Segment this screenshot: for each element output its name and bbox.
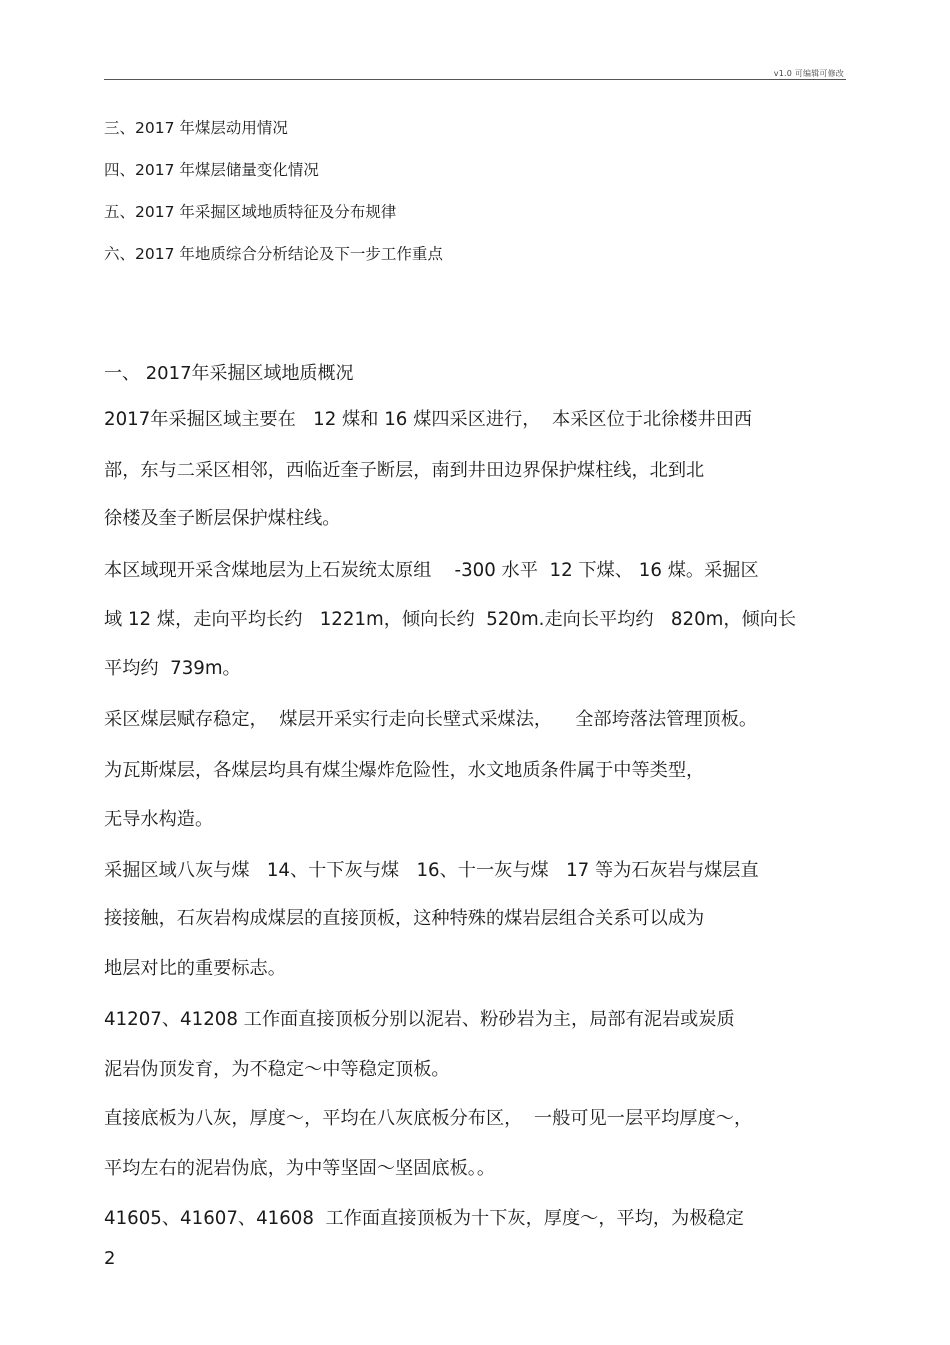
paragraph-line: 平均左右的泥岩伪底，为中等坚固～坚固底板。。 — [104, 1158, 496, 1179]
toc-item: 四、2017 年煤层储量变化情况 — [104, 161, 319, 179]
header-version-note: v1.0 可编辑可修改 — [773, 69, 844, 78]
paragraph-line: 域 12 煤，走向平均长约 1221m，倾向长约 520m.走向长平均约 820m，倾向长 — [104, 609, 797, 630]
paragraph-line: 接接触，石灰岩构成煤层的直接顶板，这种特殊的煤岩层组合关系可以成为 — [104, 908, 705, 929]
paragraph-line: 平均约 739m。 — [104, 658, 241, 679]
toc-item: 五、2017 年采掘区域地质特征及分布规律 — [104, 203, 397, 221]
paragraph-line: 徐楼及奎子断层保护煤柱线。 — [104, 508, 341, 529]
paragraph-line: 41207、41208 工作面直接顶板分别以泥岩、粉砂岩为主，局部有泥岩或炭质 — [104, 1009, 735, 1030]
toc-item: 三、2017 年煤层动用情况 — [104, 119, 288, 137]
header-rule — [104, 79, 846, 80]
paragraph-line: 部，东与二采区相邻，西临近奎子断层，南到井田边界保护煤柱线，北到北 — [104, 460, 705, 481]
paragraph-line: 直接底板为八灰，厚度～，平均在八灰底板分布区， 一般可见一层平均厚度～， — [104, 1108, 753, 1129]
paragraph-line: 无导水构造。 — [104, 809, 214, 830]
paragraph-line: 2017年采掘区域主要在 12 煤和 16 煤四采区进行， 本采区位于北徐楼井田西 — [104, 409, 753, 430]
paragraph-line: 本区域现开采含煤地层为上石炭统太原组 -300 水平 12 下煤、 16 煤。采掘区 — [104, 560, 759, 581]
paragraph-line: 泥岩伪顶发育，为不稳定～中等稳定顶板。 — [104, 1059, 450, 1080]
paragraph-line: 41605、41607、41608 工作面直接顶板为十下灰，厚度～，平均，为极稳定 — [104, 1208, 744, 1229]
section-heading: 一、 2017年采掘区域地质概况 — [104, 363, 354, 384]
paragraph-line: 采区煤层赋存稳定， 煤层开采实行走向长壁式采煤法， 全部垮落法管理顶板。 — [104, 709, 758, 730]
toc-item: 六、2017 年地质综合分析结论及下一步工作重点 — [104, 245, 443, 263]
paragraph-line: 为瓦斯煤层，各煤层均具有煤尘爆炸危险性，水文地质条件属于中等类型， — [104, 760, 705, 781]
page-number: 2 — [104, 1248, 116, 1269]
paragraph-line: 采掘区域八灰与煤 14、十下灰与煤 16、十一灰与煤 17 等为石灰岩与煤层直 — [104, 860, 759, 881]
paragraph-line: 地层对比的重要标志。 — [104, 958, 286, 979]
